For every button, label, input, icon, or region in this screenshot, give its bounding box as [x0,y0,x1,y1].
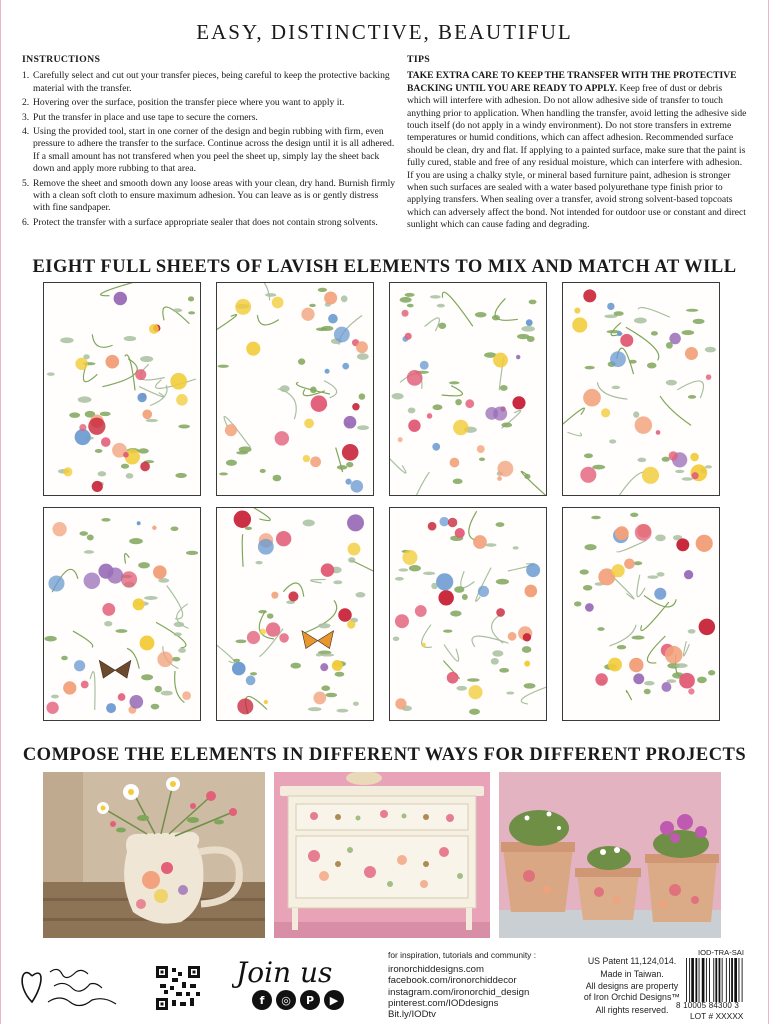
link-website[interactable]: ironorchiddesigns.com [388,964,484,976]
floral-sheet-image [390,283,546,495]
community-links [388,950,568,1020]
floral-sheet-image [563,508,719,720]
list-item: 3. Put the transfer in place and use tape to secure the corners. [22,111,258,123]
link-facebook[interactable]: facebook.com/ironorchiddecor [388,975,517,987]
floral-sheet-image [44,508,200,720]
transfer-sheet-8 [562,507,720,721]
floral-sheet-image [563,283,719,495]
property-text: All designs are property of Iron Orchid Designs™ [583,981,681,1002]
list-item: 6. Protect the transfer with a surface appropriate sealer that does not contain strong solvents. [22,216,378,228]
youtube-icon[interactable]: ▶ [324,990,344,1010]
transfer-sheet-4 [562,282,720,496]
link-pinterest[interactable]: pinterest.com/IODdesigns [388,997,499,1009]
instructions-heading: INSTRUCTIONS [22,54,101,65]
instructions-section [22,54,397,231]
lot-number: LOT # XXXXX [690,1011,744,1021]
instructions-list [22,70,397,229]
tips-body: Keep free of dust or debris which will interfere with adhesion. Do not allow adhesive side of transfer to touch anything prior to application. When handling the transfer, avoid letting the adhesive side touch itself (do not apply in a windy environment). Do not store transfers in extreme temperatures or humid conditions, which can affect adhesion. Recommended surface should be clean, dry and flat. If applying to a painted surface, make sure that the paint is fully cured, stable and free of any residual moisture, which can interfere with adhesion. If you are using a chalky style, or mineral based furniture paint, adhesion is stronger when such surfaces are sealed with a water based polyurethane type finish prior to applying transfers. When sealing over a transfer, avoid strong solvent-based topcoats which can adversely affect the bond. Not intended for outdoor use or constant and direct sunlight which can cause fading and degrading. [407,82,747,231]
compose-heading: COMPOSE THE ELEMENTS IN DIFFERENT WAYS FOR DIFFERENT PROJECTS [22,745,747,765]
flower-pots-photo [499,772,721,938]
floral-sheet-image [217,283,373,495]
tips-text [407,70,747,231]
transfer-sheet-3 [389,282,547,496]
transfer-sheet-6 [216,507,374,721]
barcode-image [684,958,754,1002]
floral-sheet-image [390,508,546,720]
sheets-heading: EIGHT FULL SHEETS OF LAVISH ELEMENTS TO MIX AND MATCH AT WILL [32,257,737,277]
list-item: 2. Hovering over the surface, position the transfer piece where you want to apply it. [22,97,345,109]
barcode-number: 8 10005 84300 3 [676,1001,740,1010]
sku-code: IOD-TRA-SAI [698,948,744,957]
tips-section [407,54,747,232]
transfer-sheet-5 [43,507,201,721]
floral-sheet-image [217,508,373,720]
list-item: 4. Using the provided tool, start in one corner of the design and begin rubbing with firm, even pressure to adhere the transfer to the surface. Continue across the design until it is all adhered. If a small amount has not transfered when you peel the sheet up, simply lay the sheet back down and apply more rubbing to that area. [22,126,395,175]
legal-info [582,956,682,1017]
flower-pots-image [499,772,721,938]
list-item: 5. Remove the sheet and smooth down any loose areas with your clean, dry hand. Burnish firmly with a clean soft cloth to ensure maximum adhesion. You can leave as is or gently distress with fine sandpaper. [22,177,396,214]
transfer-sheet-2 [216,282,374,496]
link-youtube[interactable]: Bit.ly/IODtv [388,1009,436,1021]
pitcher-photo [43,772,265,938]
rights-text: All rights reserved. [595,1004,669,1015]
tips-heading: TIPS [407,54,430,65]
list-item: 1. Carefully select and cut out your transfer pieces, being careful to keep the protective backing material with the transfer. [22,70,390,94]
floral-sheet-image [44,283,200,495]
patent-text: US Patent 11,124,014. [587,956,677,966]
facebook-icon[interactable]: f [252,990,272,1010]
signature-image [18,958,128,1014]
social-links [252,990,344,1010]
origin-text: Made in Taiwan. [600,968,664,979]
qr-code-image[interactable] [156,966,200,1010]
links-intro: for inspiration, tutorials and community : [388,950,537,960]
page-title: EASY, DISTINCTIVE, BEAUTIFUL [196,20,573,44]
link-instagram[interactable]: instagram.com/ironorchid_design [388,986,530,998]
dresser-photo [274,772,490,938]
pitcher-image [43,772,265,938]
transfer-sheet-1 [43,282,201,496]
pinterest-icon[interactable]: P [300,990,320,1010]
tips-lead: TAKE EXTRA CARE TO KEEP THE TRANSFER WITH THE PROTECTIVE BACKING UNTIL YOU ARE READY TO APPLY. [407,70,737,94]
dresser-image [274,772,490,938]
instagram-icon[interactable]: ◎ [276,990,296,1010]
join-us-text: Join us [236,956,333,989]
transfer-sheet-7 [389,507,547,721]
